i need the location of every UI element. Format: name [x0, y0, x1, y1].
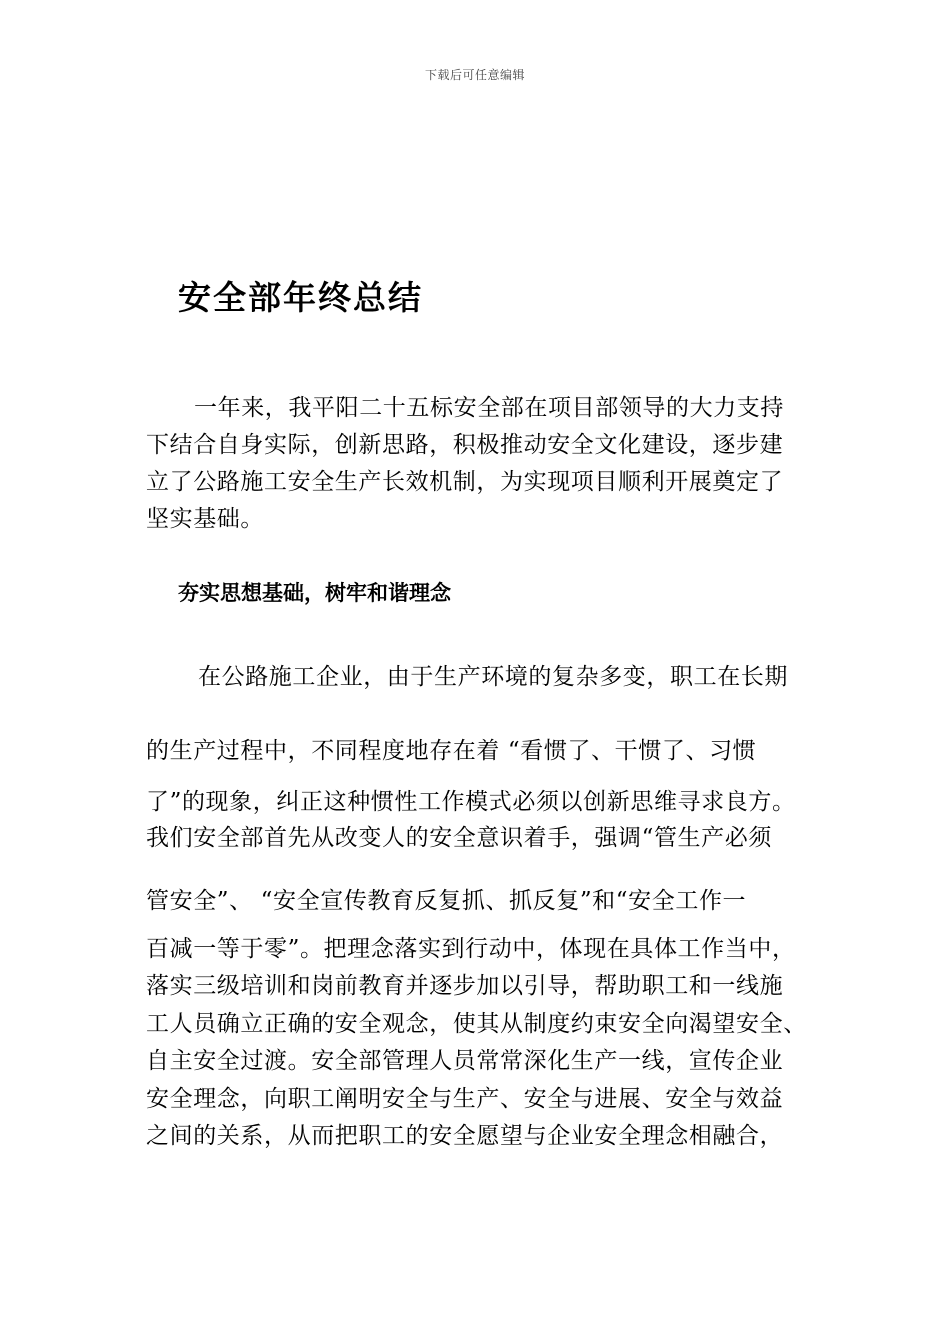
body-line: 在公路施工企业，由于生产环境的复杂多变，职工在长期	[198, 664, 788, 690]
section-heading: 夯实思想基础，树牢和谐理念	[178, 581, 451, 605]
body-line: 我们安全部首先从改变人的安全意识着手，强调“管生产必须	[146, 825, 772, 851]
body-line: 自主安全过渡。安全部管理人员常常深化生产一线，宣传企业	[146, 1048, 784, 1074]
header-note: 下载后可任意编辑	[424, 68, 525, 82]
intro-line: 一年来，我平阳二十五标安全部在项目部领导的大力支持	[194, 395, 784, 421]
body-line: 的生产过程中，不同程度地存在着 “看惯了、干惯了、习惯	[146, 738, 757, 764]
body-line: 百减一等于零”。把理念落实到行动中，体现在具体工作当中，	[146, 936, 796, 962]
intro-line: 立了公路施工安全生产长效机制，为实现项目顺利开展奠定了	[146, 469, 784, 495]
body-line: 工人员确立正确的安全观念，使其从制度约束安全向渴望安全、	[146, 1011, 807, 1037]
document-title: 安全部年终总结	[178, 278, 423, 317]
body-line: 之间的关系，从而把职工的安全愿望与企业安全理念相融合，	[146, 1123, 784, 1149]
intro-line: 下结合自身实际，创新思路，积极推动安全文化建设，逐步建	[146, 432, 784, 458]
body-line: 管安全”、 “安全宣传教育反复抓、抓反复”和“安全工作一	[146, 888, 747, 914]
body-line: 了”的现象，纠正这种惯性工作模式必须以创新思维寻求良方。	[146, 789, 796, 815]
intro-line: 坚实基础。	[146, 506, 264, 532]
body-line: 安全理念，向职工阐明安全与生产、安全与进展、安全与效益	[146, 1086, 784, 1112]
body-line: 落实三级培训和岗前教育并逐步加以引导，帮助职工和一线施	[146, 973, 784, 999]
